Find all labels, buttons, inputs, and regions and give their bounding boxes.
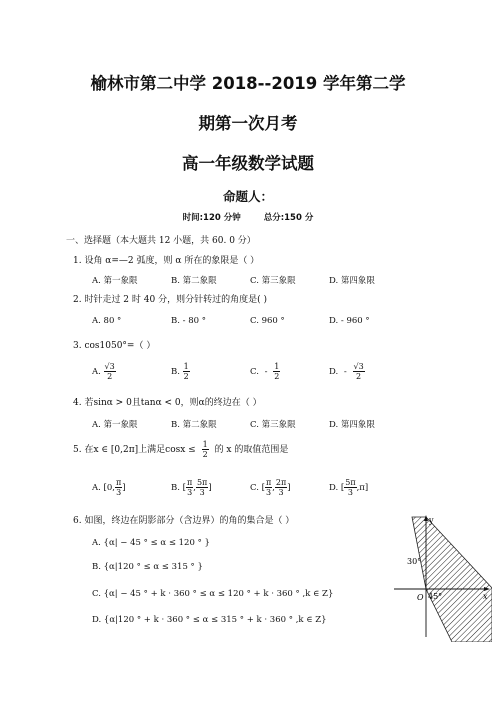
q3-option-c-label: C. bbox=[250, 367, 259, 377]
q5-b-close: ] bbox=[208, 483, 212, 493]
q3-option-d bbox=[329, 362, 365, 381]
q5-c-open: [ bbox=[261, 483, 265, 493]
q5-b-num1: π bbox=[186, 478, 193, 487]
q3-d-num: √3 bbox=[353, 362, 364, 371]
q5-c-den2: 3 bbox=[278, 488, 284, 497]
q5-d-frac bbox=[344, 478, 356, 497]
q5-b-den1: 3 bbox=[187, 488, 193, 497]
q5-c-comma: , bbox=[272, 483, 275, 493]
angle-45-label: 45° bbox=[428, 592, 443, 601]
q5-a-open: [0, bbox=[103, 483, 115, 493]
q5-c-den1: 3 bbox=[266, 488, 272, 497]
q5-option-d-label: D. bbox=[329, 483, 339, 493]
total-score: 总分:150 分 bbox=[263, 213, 314, 223]
q3-option-d-fraction bbox=[353, 362, 365, 381]
q3-option-a-label: A. bbox=[92, 367, 101, 377]
question-2: 2. 时针走过 2 时 40 分，则分针转过的角度是( ) bbox=[73, 295, 267, 305]
q5-d-num: 5π bbox=[345, 478, 356, 487]
q1-option-c: C. 第三象限 bbox=[250, 276, 296, 286]
question-1: 1. 设角 α=—2 弧度，则 α 所在的象限是（ ） bbox=[73, 256, 260, 266]
q3-option-c-fraction bbox=[273, 362, 280, 381]
q3-option-c bbox=[250, 362, 280, 381]
q6-option-a: A. {α| − 45 ° ≤ α ≤ 120 ° } bbox=[92, 538, 210, 548]
q5-c-frac2 bbox=[275, 478, 287, 497]
q3-option-a bbox=[92, 362, 116, 381]
q2-option-a: A. 80 ° bbox=[92, 316, 122, 326]
q5-stem-start: 5. 在x ∈ [0,2π]上满足cosx ≤ bbox=[73, 445, 196, 455]
time-limit: 时间:120 分钟 bbox=[182, 213, 241, 223]
q2-option-d: D. - 960 ° bbox=[329, 316, 370, 326]
q5-option-a bbox=[92, 478, 126, 497]
q5-a-close: ] bbox=[122, 483, 126, 493]
q4-option-d: D. 第四象限 bbox=[329, 420, 375, 430]
q3-b-den: 2 bbox=[183, 372, 189, 381]
q3-a-num: √3 bbox=[104, 362, 115, 371]
q5-option-a-label: A. bbox=[92, 483, 101, 493]
q3-option-b-label: B. bbox=[171, 367, 180, 377]
q5-d-den: 3 bbox=[347, 488, 353, 497]
q5-b-comma: , bbox=[193, 483, 196, 493]
question-4: 4. 若sinα > 0且tanα < 0，则α的终边在（ ） bbox=[73, 398, 262, 408]
q5-stem-den: 2 bbox=[202, 450, 208, 459]
q2-option-b: B. - 80 ° bbox=[171, 316, 206, 326]
q6-option-c: C. {α| − 45 ° + k · 360 ° ≤ α ≤ 120 ° + k · 360 ° ,k ∈ Z} bbox=[92, 589, 334, 599]
q4-option-c: C. 第三象限 bbox=[250, 420, 296, 430]
exam-subtitle: 高一年级数学试题 bbox=[182, 154, 314, 173]
q3-option-d-label: D. bbox=[329, 367, 339, 377]
q5-a-den: 3 bbox=[116, 488, 122, 497]
q1-option-d: D. 第四象限 bbox=[329, 276, 375, 286]
q5-b-open: [ bbox=[182, 483, 186, 493]
q3-c-den: 2 bbox=[274, 372, 280, 381]
exam-title-line1: 榆林市第二中学 2018--2019 学年第二学 bbox=[90, 74, 406, 93]
question-6: 6. 如图，终边在阴影部分（含边界）的角的集合是（ ） bbox=[73, 516, 295, 526]
q5-option-d bbox=[329, 478, 368, 497]
q3-option-d-sign: - bbox=[343, 367, 347, 377]
angle-region-figure bbox=[392, 512, 492, 642]
question-5 bbox=[73, 440, 288, 459]
x-axis-label: x bbox=[483, 592, 488, 601]
exam-meta bbox=[0, 211, 496, 223]
q3-c-num: 1 bbox=[274, 362, 280, 371]
q3-d-den: 2 bbox=[356, 372, 362, 381]
q4-option-b: B. 第二象限 bbox=[171, 420, 217, 430]
q6-option-d: D. {α|120 ° + k · 360 ° ≤ α ≤ 315 ° + k · 360 ° ,k ∈ Z} bbox=[92, 615, 327, 625]
q3-option-b-fraction bbox=[183, 362, 190, 381]
q5-c-close: ] bbox=[287, 483, 291, 493]
q5-option-b-label: B. bbox=[171, 483, 180, 493]
origin-label: O bbox=[417, 593, 424, 602]
q5-stem-end: 的 x 的取值范围是 bbox=[214, 445, 289, 455]
q5-option-c bbox=[250, 478, 291, 497]
q5-stem-num: 1 bbox=[202, 440, 208, 449]
q5-stem-fraction bbox=[202, 440, 209, 459]
author-label: 命题人： bbox=[222, 189, 273, 204]
q5-option-c-label: C. bbox=[250, 483, 259, 493]
question-3: 3. cos1050°=（ ） bbox=[73, 341, 156, 351]
q3-option-a-fraction bbox=[104, 362, 116, 381]
q1-option-a: A. 第一象限 bbox=[92, 276, 138, 286]
q5-d-open: [ bbox=[340, 483, 345, 493]
angle-30-label: 30° bbox=[407, 557, 422, 566]
y-axis-label: y bbox=[429, 516, 434, 525]
q5-d-close: ,π] bbox=[356, 483, 369, 493]
q3-b-num: 1 bbox=[183, 362, 189, 371]
q1-option-b: B. 第二象限 bbox=[171, 276, 217, 286]
q4-option-a: A. 第一象限 bbox=[92, 420, 138, 430]
q2-option-c: C. 960 ° bbox=[250, 316, 285, 326]
q5-a-num: π bbox=[115, 478, 122, 487]
q5-option-b bbox=[171, 478, 212, 497]
q3-a-den: 2 bbox=[107, 372, 113, 381]
exam-title-line2: 期第一次月考 bbox=[198, 114, 298, 133]
q5-c-num1: π bbox=[265, 478, 272, 487]
q5-c-num2: 2π bbox=[275, 478, 287, 487]
q5-b-den2: 3 bbox=[199, 488, 205, 497]
q5-b-frac2 bbox=[196, 478, 208, 497]
q3-option-b bbox=[171, 362, 190, 381]
q3-option-c-sign: - bbox=[264, 367, 268, 377]
q6-option-b: B. {α|120 ° ≤ α ≤ 315 ° } bbox=[92, 562, 203, 572]
section-heading: 一、选择题（本大题共 12 小题，共 60. 0 分） bbox=[66, 236, 256, 246]
q5-b-num2: 5π bbox=[196, 478, 208, 487]
